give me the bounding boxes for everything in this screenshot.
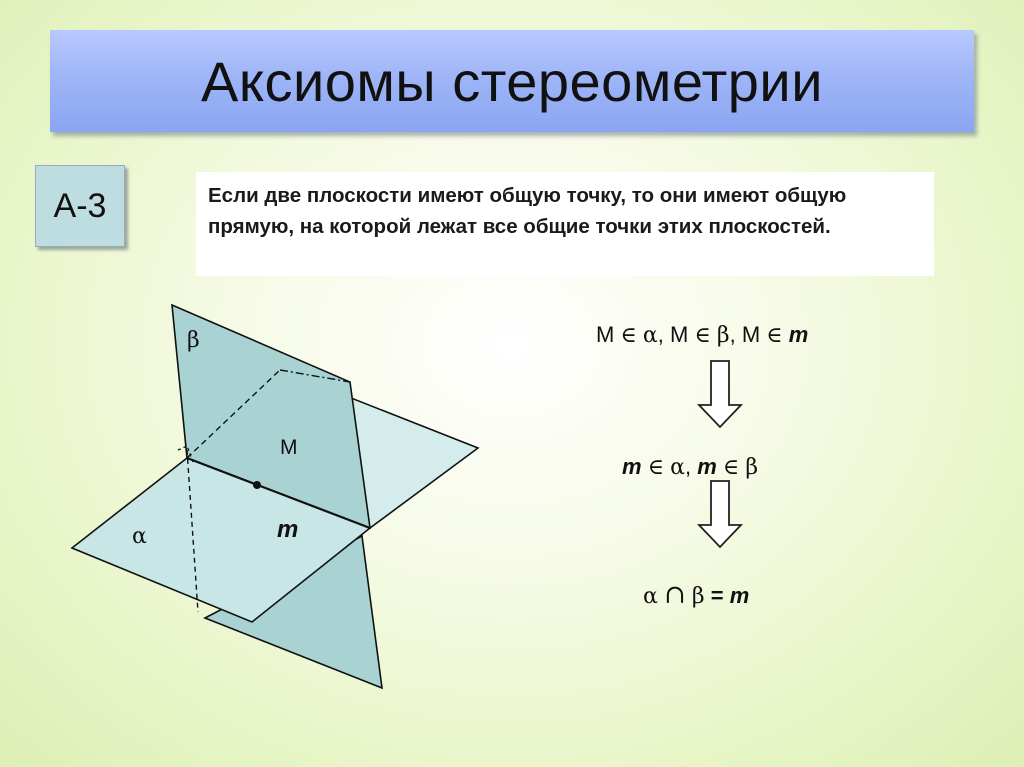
step1-line: m (788, 322, 809, 347)
point-m (253, 481, 261, 489)
axiom-number-badge: А-3 (35, 165, 125, 247)
step2-beta: β (745, 455, 759, 480)
step-2-statement (622, 454, 758, 480)
axiom-statement: Если две плоскости имеют общую точку, то они имеют общую прямую, на которой лежат все общие точки этих плоскостей. (196, 172, 934, 276)
label-line-m: m (277, 516, 299, 543)
step2-line-1: m (622, 454, 642, 479)
element-of-symbol: ∈ (620, 323, 637, 348)
separator: , (729, 322, 736, 347)
equals-sign: = (710, 583, 724, 608)
step2-alpha: α (670, 455, 685, 480)
element-of-symbol: ∈ (694, 323, 711, 348)
step1-point-3: М (741, 322, 761, 347)
step1-beta: β (716, 323, 730, 348)
separator: , (657, 322, 664, 347)
step1-point-2: М (669, 322, 689, 347)
label-beta: β (187, 328, 200, 353)
element-of-symbol: ∈ (647, 455, 664, 480)
step3-line: m (729, 583, 750, 608)
step-1-statement (596, 322, 808, 348)
slide-title: Аксиомы стереометрии (201, 49, 823, 113)
separator: , (684, 454, 692, 479)
element-of-symbol: ∈ (722, 455, 740, 480)
intersection-symbol: ∩ (663, 580, 686, 610)
implication-arrow-1 (699, 361, 741, 427)
label-point-m: М (280, 436, 298, 459)
element-of-symbol: ∈ (766, 323, 783, 348)
step1-point-1: М (596, 322, 615, 347)
step1-alpha: α (642, 323, 658, 348)
step-3-statement (643, 580, 749, 610)
implication-arrow-2 (699, 481, 741, 547)
label-alpha: α (132, 524, 147, 549)
step3-alpha: α (643, 584, 658, 609)
step3-beta: β (691, 584, 705, 609)
step2-line-2: m (697, 454, 717, 479)
